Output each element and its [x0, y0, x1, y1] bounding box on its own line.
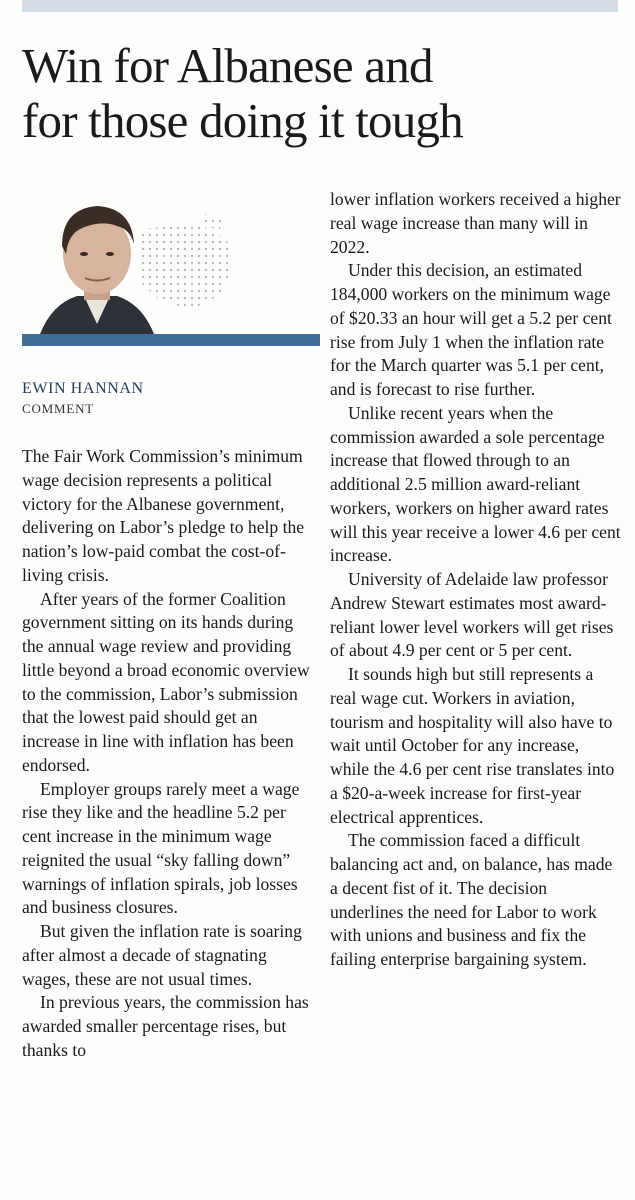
paragraph: After years of the former Coalition government sitting on its hands during the annual wage review and providing little beyond a broad economic overview to the commission, Labor’s submission that the lowest paid should get an increase in line with inflation has been endorsed. — [22, 588, 310, 775]
paragraph: But given the inflation rate is soaring after almost a decade of stagnating wages, these are not usual times. — [22, 921, 302, 989]
top-rule — [22, 0, 618, 12]
paragraph: It sounds high but still represents a real wage cut. Workers in aviation, tourism and hospitality will also have to wait until October for any increase, while the 4.6 per cent rise translates into a $20-a-week increase for first-year electrical apprentices. — [330, 664, 615, 827]
paragraph: The Fair Work Commission’s minimum wage decision represents a political victory for the Albanese government, delivering on Labor’s pledge to help the nation’s low-paid combat the cost-of-living crisis. — [22, 446, 305, 585]
author-portrait-image — [22, 184, 320, 346]
paragraph: In previous years, the commission has awarded smaller percentage rises, but thanks to — [22, 992, 309, 1060]
author-name: EWIN HANNAN — [22, 380, 144, 397]
paragraph: lower inflation workers received a higher real wage increase than many will in 2022. — [330, 189, 621, 257]
headline-line-1: Win for Albanese and — [22, 38, 433, 93]
section-label: COMMENT — [22, 401, 95, 416]
article-column-2 — [330, 188, 622, 972]
article-column-1 — [22, 445, 314, 1063]
headline — [22, 38, 622, 148]
headline-line-2: for those doing it tough — [22, 93, 463, 148]
author-photo — [22, 184, 320, 346]
paragraph: Under this decision, an estimated 184,000 workers on the minimum wage of $20.33 an hour will get a 5.2 per cent rise from July 1 when the inflation rate for the March quarter was 5.1 per cent, and is forecast to rise further. — [330, 260, 612, 399]
paragraph: The commission faced a difficult balancing act and, on balance, has made a decent fist of it. The decision underlines the need for Labor to work with unions and business and fix the failing enterprise bargaining system. — [330, 830, 613, 969]
paragraph: Unlike recent years when the commission awarded a sole percentage increase that flowed through to an additional 2.5 million award-reliant workers, workers on higher award rates will this year receive a lower 4.6 per cent increase. — [330, 402, 621, 566]
paragraph: University of Adelaide law professor Andrew Stewart estimates most award-reliant lower level workers will get rises of about 4.9 per cent or 5 per cent. — [330, 569, 614, 661]
paragraph: Employer groups rarely meet a wage rise they like and the headline 5.2 per cent increase in the minimum wage reignited the usual “sky falling down” warnings of inflation spirals, job losses and business closures. — [22, 778, 300, 918]
